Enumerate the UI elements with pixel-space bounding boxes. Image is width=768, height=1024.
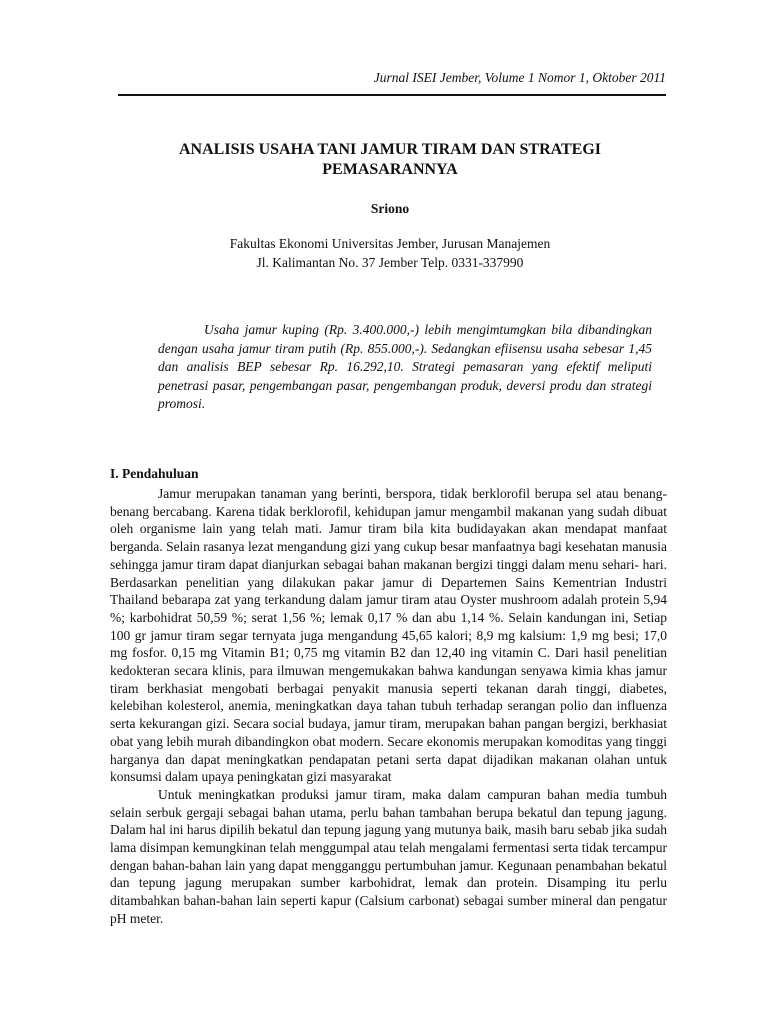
title-line-2: PEMASARANNYA: [322, 161, 458, 178]
author-name: Sriono: [370, 201, 410, 216]
journal-header: Jurnal ISEI Jember, Volume 1 Nomor 1, Oktober 2011: [373, 70, 666, 85]
affiliation-line-2: Jl. Kalimantan No. 37 Jember Telp. 0331-337990: [256, 255, 524, 270]
affiliation: [110, 234, 670, 272]
paper-title: [110, 140, 670, 180]
section-heading: I. Pendahuluan: [110, 466, 199, 481]
body-paragraph: Jamur merupakan tanaman yang berinti, berspora, tidak berklorofil berupa sel atau benang-benang bercabang. Karena tidak berklorofil, kehidupan jamur mengambil makanan yang sudah dibuat oleh organisme lain yang telah mati. Jamur tiram bila kita budidayakan akan mendapat manfaat berganda. Selain rasanya lezat mengandung gizi yang cukup besar manfaatnya bagi kesehatan manusia sehingga jamur tiram dapat dianjurkan sebagai bahan makanan bergizi tinggi dalam menu sehari- hari. Berdasarkan penelitian yang dilakukan pakar jamur di Departemen Sains Kementrian Industri Thailand bebarapa zat yang terkandung dalam jamur tiram atau Oyster mushroom adalah protein 5,94 %; karbohidrat 50,59 %; serat 1,56 %; lemak 0,17 % dan abu 1,14 %. Selain kandungan ini, Setiap 100 gr jamur tiram segar ternyata juga mengandung 45,65 kalori; 8,9 mg kalsium: 1,9 mg besi; 17,0 mg fosfor. 0,15 mg Vitamin B1; 0,75 mg vitamin B2 dan 12,40 ing vitamin C. Dari hasil penelitian kedokteran secara klinis, para ilmuwan mengemukakan bahwa kandungan senyawa kimia khas jamur tiram berkhasiat mengobati berbagai penyakit manusia seperti tekanan darah tinggi, diabetes, kelebihan kolesterol, anemia, meningkatkan daya tahan tubuh terhadap serangan polio dan influenza serta kekurangan gizi. Secara social budaya, jamur tiram, merupakan bahan pangan bergizi, berkhasiat obat yang lebih murah dibandingkon obat modern. Secare ekonomis merupakan komoditas yang tinggi harganya dan dapat meningkatkan pendapatan petani serta dapat dijadikan makanan olahan untuk konsumsi dalam upaya peningkatan gizi masyarakat: [110, 486, 667, 785]
header-rule: [118, 94, 666, 96]
body-paragraph: Untuk meningkatkan produksi jamur tiram, maka dalam campuran bahan media tumbuh selain serbuk gergaji sebagai bahan utama, perlu bahan tambahan berupa bekatul dan tepung jagung. Dalam hal ini harus dipilih bekatul dan tepung jagung yang mutunya baik, masih baru sebab jika sudah lama disimpan kemungkinan telah menggumpal atau telah mengalami fermentasi serta tidak tercampur dengan bahan-bahan lain yang dapat mengganggu pertumbuhan jamur. Kegunaan penambahan bekatul dan tepung jagung merupakan sumber karbohidrat, lemak dan protein. Disamping itu perlu ditambahkan bahan-bahan lain seperti kapur (Calsium carbonat) sebagai sumber mineral dan pengatur pH meter.: [110, 786, 667, 926]
affiliation-line-1: Fakultas Ekonomi Universitas Jember, Jurusan Manajemen: [229, 236, 551, 251]
section-body: [110, 485, 667, 928]
title-line-1: ANALISIS USAHA TANI JAMUR TIRAM DAN STRATEGI: [179, 141, 601, 158]
abstract-text: Usaha jamur kuping (Rp. 3.400.000,-) lebih mengimtumgkan bila dibandingkan dengan usaha jamur tiram putih (Rp. 855.000,-). Sedangkan efiisensu usaha sebesar 1,45 dan analisis BEP sebesar Rp. 16.292,10. Strategi pemasaran yang efektif meliputi penetrasi pasar, pengembangan pasar, pengembangan produk, deversi produ dan strategi promosi.: [158, 322, 652, 412]
